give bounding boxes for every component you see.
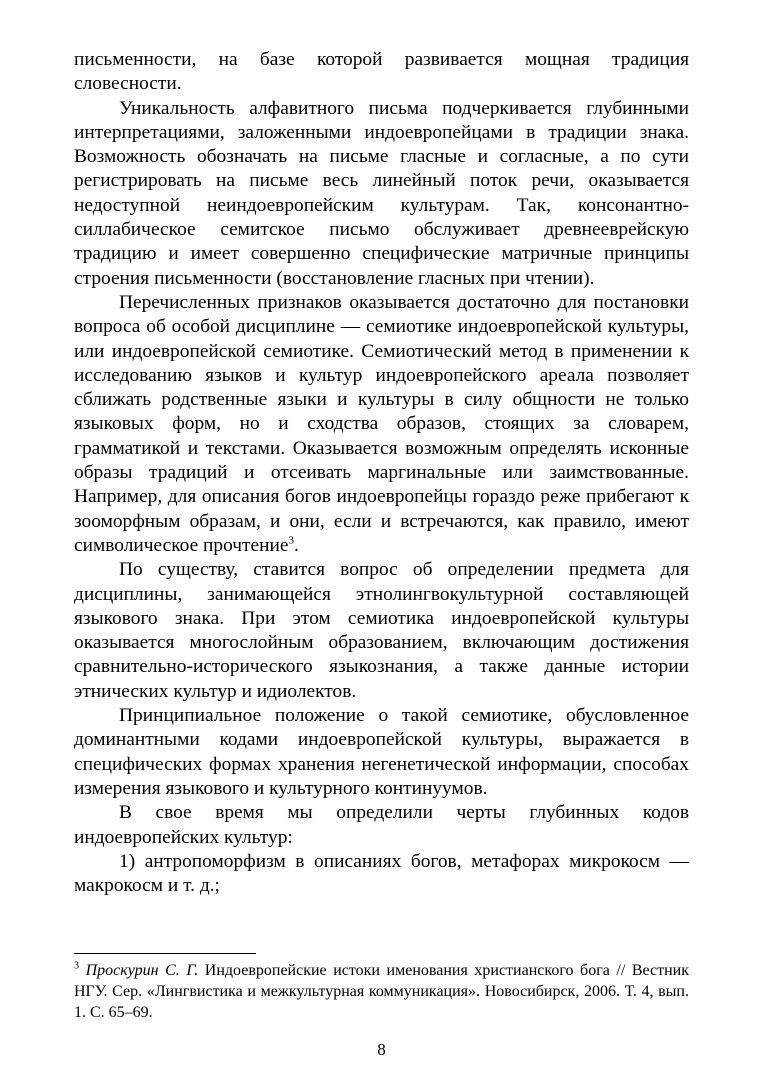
footnote-divider — [74, 953, 256, 954]
footnote-3 — [74, 960, 689, 1023]
paragraph-codes-intro: В свое время мы определили черты глубинных кодов индоевропейских культур: — [74, 802, 689, 848]
paragraph-semiotics: Перечисленных признаков оказывается достаточно для постановки вопроса об особой дисциплине — семиотике индоевропейской культуры, или индоевропейской семиотике. Семиотический метод в применении к исследованию языков и культур индоевропейского ареала позволяет сближать родственные языки и культуры в силу общности не только языковых форм, но и сходства образов, стоящих за словарем, грамматикой и текстами. Оказывается возможным определять исконные образы традиций и отсеивать маргинальные или заимствованные. Например, для описания богов индоевропейцы гораздо реже прибегают к зооморфным образам, и они, если и встречаются, как правило, имеют символическое прочтение$^3$. — [74, 291, 689, 556]
footnote-text: Индоевропейские истоки именования христианского бога // Вестник НГУ. Сер. «Лингвистика и межкультурная коммуникация». Новосибирск, 2006. Т. 4, вып. 1. С. 65–69. — [74, 962, 690, 1021]
footnotes — [74, 960, 689, 1023]
list-item-anthropomorphism: 1) антропоморфизм в описаниях богов, метафорах микрокосм — макрокосм и т. д.; — [74, 850, 689, 897]
main-text — [74, 48, 689, 898]
paragraph-subject: По существу, ставится вопрос об определении предмета для дисциплины, занимающейся этнолингвокультурной составляющей языкового знака. При этом семиотика индоевропейской культуры оказывается многослойным образованием, включающим достижения сравнительно-исторического языкознания, а также данные истории этнических культур и идиолектов. — [74, 559, 689, 702]
page-body — [74, 48, 689, 898]
paragraph-continuation: письменности, на базе которой развивается мощная традиция словесности. — [74, 49, 689, 95]
page-number: 8 — [377, 1040, 386, 1059]
footnote-mark: 3 — [74, 960, 79, 972]
paragraph-alphabet: Уникальность алфавитного письма подчеркивается глубинными интерпретациями, заложенными индоевропейцами в традиции знака. Возможность обозначать на письме гласные и согласные, а по сути регистрировать на письме весь линейный поток речи, оказывается недоступной неиндоевропейским культурам. Так, консонантно-силлабическое семитское письмо обслуживает древнееврейскую традицию и имеет совершенно специфические матричные принципы строения письменности (восстановление гласных при чтении). — [74, 97, 689, 289]
paragraph-semiotics-text: Перечисленных признаков оказывается достаточно для постановки вопроса об особой дисциплине — семиотике индоевропейской культуры, или индоевропейской семиотике. Семиотический метод в применении к исследованию языков и культур индоевропейского ареала позволяет сближать родственные языки и культуры в силу общности не только языковых форм, но и сходства образов, стоящих за словарем, грамматикой и текстами. Оказывается возможным определять исконные образы традиций и отсеивать маргинальные или заимствованные. Например, для описания богов индоевропейцы гораздо реже прибегают к зооморфным образам, и они, если и встречаются, как правило, имеют символическое прочтение — [74, 291, 689, 556]
footnote-author: Проскурин С. Г. — [85, 962, 199, 979]
paragraph-principle: Принципиальное положение о такой семиотике, обусловленное доминантными кодами индоевропейской культуры, выражается в специфических формах хранения негенетической информации, способах измерения языкового и культурного континуумов. — [74, 705, 689, 799]
footnote-reference[interactable]: 3 — [288, 534, 294, 547]
